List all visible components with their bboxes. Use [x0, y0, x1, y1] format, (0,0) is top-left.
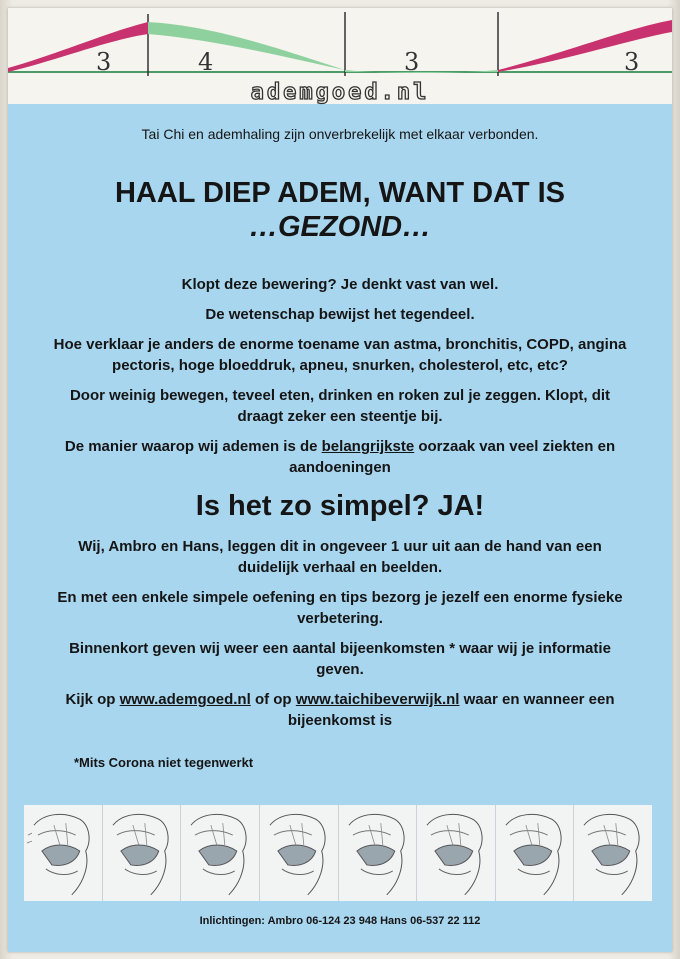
breathing-rhythm-header — [8, 8, 672, 104]
paragraph-cause — [50, 436, 630, 478]
poster — [8, 8, 672, 952]
airway-illustration — [260, 805, 339, 901]
footnote: *Mits Corona niet tegenwerkt — [74, 755, 254, 770]
paragraph-lifestyle: Door weinig bewegen, teveel eten, drinken en roken zul je zeggen. Klopt, dit draagt zeker een steentje bij. — [69, 387, 611, 425]
airway-illustration — [496, 805, 575, 901]
subheading: Is het zo simpel? JA! — [195, 490, 485, 522]
airway-illustration — [339, 805, 418, 901]
link-ademgoed[interactable]: www.ademgoed.nl — [119, 691, 251, 708]
paragraph-explanation: Wij, Ambro en Hans, leggen dit in ongeveer 1 uur uit aan de hand van een duidelijk verhaal en beelden. — [78, 538, 602, 576]
paragraph-links — [50, 689, 630, 731]
paragraph-sessions: Binnenkort geven wij weer een aantal bijeenkomsten * waar wij je informatie geven. — [69, 640, 611, 678]
breathing-wave-graphic — [8, 8, 672, 88]
headline-gezond: …GEZOND… — [248, 211, 432, 243]
cause-text-before: De manier waarop wij ademen is de — [64, 438, 322, 455]
airway-illustration — [574, 805, 652, 901]
contact-info: Inlichtingen: Ambro 06-124 23 948 Hans 06-537 22 112 — [199, 915, 481, 927]
paragraph-exercise: En met een enkele simpele oefening en tips bezorg je jezelf een enorme fysieke verbetering. — [57, 589, 623, 627]
airway-illustration — [24, 805, 103, 901]
breathing-illustration-strip — [24, 805, 652, 901]
links-text-middle: of op — [250, 691, 296, 708]
airway-illustration — [417, 805, 496, 901]
wave-count-3: 3 — [404, 48, 420, 76]
wave-count-4: 3 — [624, 48, 640, 76]
main-content — [8, 126, 672, 740]
cause-text-after: oorzaak van veel ziekten en aandoeningen — [289, 438, 616, 476]
paragraph-science: De wetenschap bewijst het tegendeel. — [205, 306, 475, 323]
wave-count-2: 4 — [198, 48, 214, 76]
links-text-before: Kijk op — [65, 691, 120, 708]
paragraph-conditions: Hoe verklaar je anders de enorme toename van astma, bronchitis, COPD, angina pectoris, hoge bloeddruk, apneu, snurken, cholesterol, etc, etc? — [53, 336, 627, 374]
paragraph-claim: Klopt deze bewering? Je denkt vast van wel. — [181, 276, 499, 293]
link-taichibeverwijk[interactable]: www.taichibeverwijk.nl — [295, 691, 460, 708]
headline: HAAL DIEP ADEM, WANT DAT IS — [114, 177, 566, 209]
airway-illustration — [181, 805, 260, 901]
site-logo-text: ademgoed.nl — [250, 80, 430, 105]
tagline: Tai Chi en ademhaling zijn onverbrekelijk met elkaar verbonden. — [141, 126, 539, 142]
cause-emphasis: belangrijkste — [321, 438, 415, 455]
links-text-after: waar en wanneer een bijeenkomst is — [287, 691, 615, 729]
wave-count-1: 3 — [96, 48, 112, 76]
airway-illustration — [103, 805, 182, 901]
